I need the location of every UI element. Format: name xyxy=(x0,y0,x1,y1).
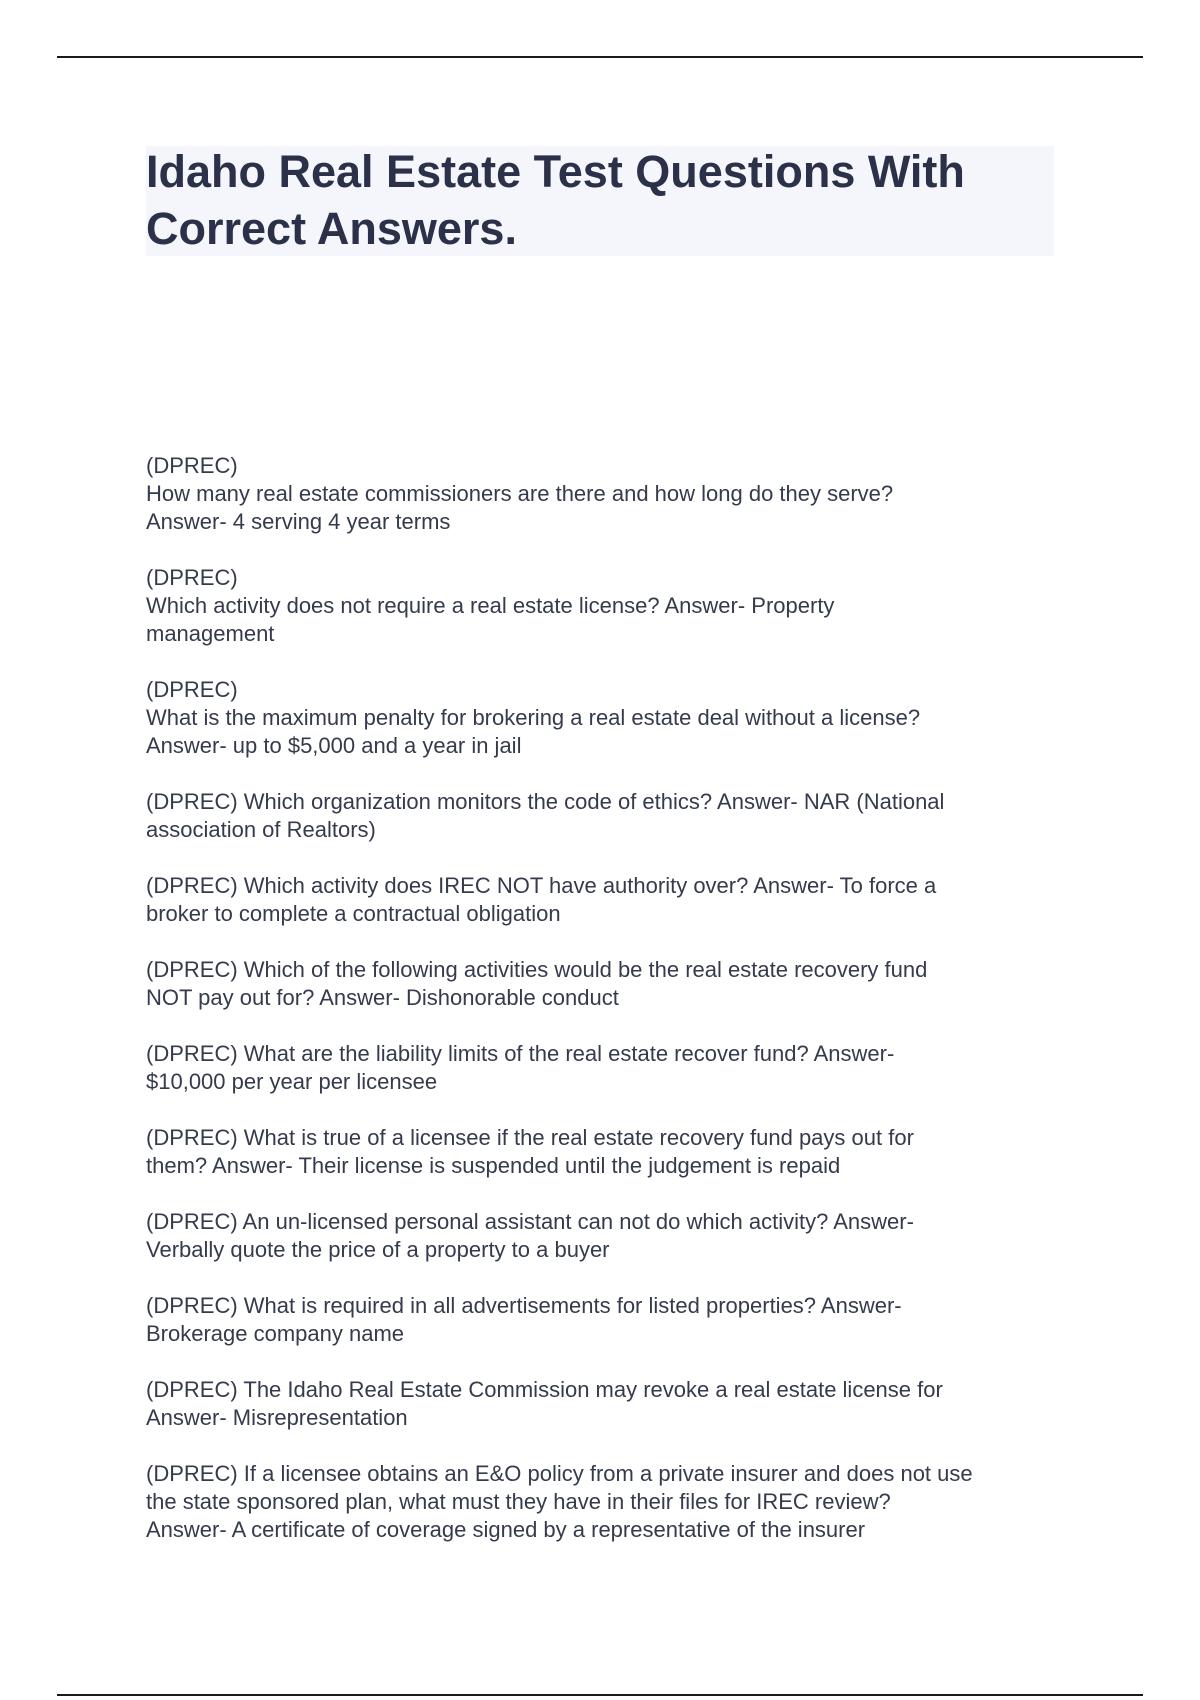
question-line: $10,000 per year per licensee xyxy=(146,1069,438,1094)
question-line: NOT pay out for? Answer- Dishonorable conduct xyxy=(146,985,619,1010)
question-line: Answer- up to $5,000 and a year in jail xyxy=(146,733,522,758)
question-line: the state sponsored plan, what must they have in their files for IREC review? xyxy=(146,1489,891,1514)
question-item xyxy=(146,1124,1066,1180)
question-line: (DPREC) What is true of a licensee if the real estate recovery fund pays out for xyxy=(146,1125,914,1150)
question-line: Brokerage company name xyxy=(146,1321,405,1346)
title-line-1: Idaho Real Estate Test Questions With xyxy=(146,146,965,197)
top-rule xyxy=(57,56,1143,58)
question-line: Which activity does not require a real estate license? Answer- Property xyxy=(146,593,835,618)
question-line: (DPREC) Which activity does IREC NOT have authority over? Answer- To force a xyxy=(146,873,937,898)
question-item xyxy=(146,956,1066,1012)
question-line: (DPREC) Which of the following activities would be the real estate recovery fund xyxy=(146,957,928,982)
question-line: (DPREC) What is required in all advertisements for listed properties? Answer- xyxy=(146,1293,902,1318)
question-item xyxy=(146,1040,1066,1096)
question-line: association of Realtors) xyxy=(146,817,376,842)
question-list xyxy=(146,452,1066,1544)
question-item xyxy=(146,452,1066,536)
question-item xyxy=(146,788,1066,844)
question-item xyxy=(146,676,1066,760)
question-item xyxy=(146,1208,1066,1264)
question-line: Answer- A certificate of coverage signed by a representative of the insurer xyxy=(146,1517,866,1542)
question-line: Answer- Misrepresentation xyxy=(146,1405,408,1430)
question-line: (DPREC) xyxy=(146,453,238,478)
title-line-2: Correct Answers. xyxy=(146,203,517,254)
question-line: Answer- 4 serving 4 year terms xyxy=(146,509,451,534)
document-title xyxy=(146,143,1054,257)
question-item xyxy=(146,872,1066,928)
question-line: (DPREC) Which organization monitors the code of ethics? Answer- NAR (National xyxy=(146,789,945,814)
question-line: them? Answer- Their license is suspended until the judgement is repaid xyxy=(146,1153,841,1178)
question-line: (DPREC) If a licensee obtains an E&O policy from a private insurer and does not use xyxy=(146,1461,973,1486)
bottom-rule xyxy=(57,1694,1143,1696)
question-line: broker to complete a contractual obligation xyxy=(146,901,561,926)
question-item xyxy=(146,1292,1066,1348)
question-line: Verbally quote the price of a property to a buyer xyxy=(146,1237,610,1262)
question-line: What is the maximum penalty for brokering a real estate deal without a license? xyxy=(146,705,921,730)
question-line: (DPREC) xyxy=(146,565,238,590)
question-line: (DPREC) What are the liability limits of the real estate recover fund? Answer- xyxy=(146,1041,895,1066)
question-line: management xyxy=(146,621,275,646)
question-item xyxy=(146,564,1066,648)
question-line: How many real estate commissioners are there and how long do they serve? xyxy=(146,481,894,506)
question-line: (DPREC) xyxy=(146,677,238,702)
question-item xyxy=(146,1460,1066,1544)
question-item xyxy=(146,1376,1066,1432)
question-line: (DPREC) An un-licensed personal assistant can not do which activity? Answer- xyxy=(146,1209,914,1234)
question-line: (DPREC) The Idaho Real Estate Commission may revoke a real estate license for xyxy=(146,1377,943,1402)
